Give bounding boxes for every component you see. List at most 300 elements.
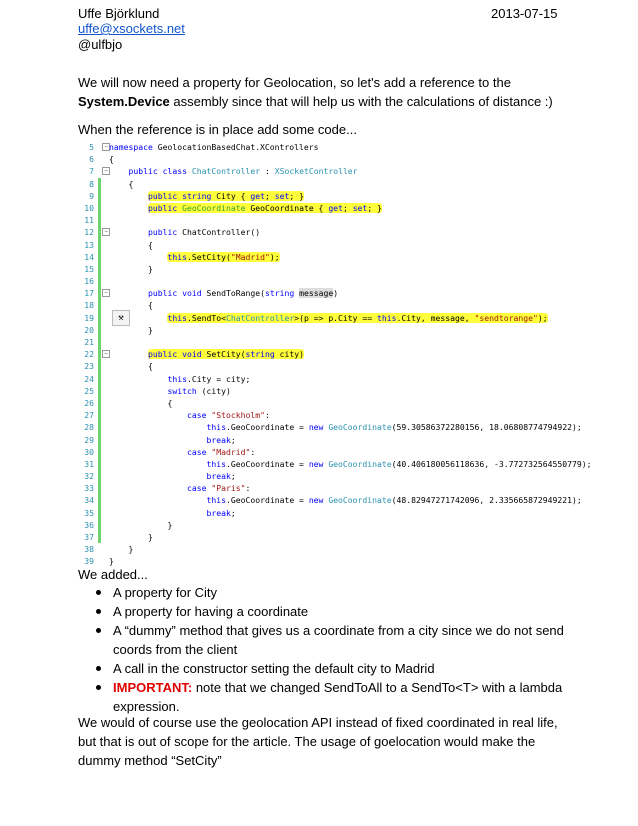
change-marker [98, 385, 101, 397]
code-body [109, 154, 114, 164]
change-marker [98, 141, 101, 153]
code-body [206, 435, 235, 445]
line-number: 37 [84, 532, 94, 542]
change-marker [98, 178, 101, 190]
code-line [78, 397, 638, 409]
code-token: new [308, 495, 324, 506]
code-token: this [167, 312, 187, 323]
added-list [78, 583, 568, 716]
change-marker [98, 409, 101, 421]
code-token: GeoCoordinate [328, 422, 392, 433]
code-text [109, 446, 255, 458]
code-line [78, 373, 638, 385]
line-number: 24 [84, 373, 94, 384]
code-line [78, 226, 638, 238]
code-line [78, 141, 638, 153]
line-number: 29 [84, 434, 94, 445]
code-text [109, 239, 153, 251]
important-text: note that we changed SendToAll to a SendTo<T> with a lambda expression. [113, 680, 563, 714]
code-token: this [206, 458, 226, 469]
code-text [109, 202, 382, 214]
change-marker [98, 336, 101, 348]
line-number: 38 [84, 544, 94, 555]
code-token: ; [264, 190, 275, 201]
indent [109, 325, 148, 335]
code-token: >(p => p.City == [294, 312, 378, 323]
code-text [109, 421, 582, 433]
indent [109, 508, 206, 518]
code-token: .City = city; [186, 373, 251, 384]
code-token: (city) [196, 385, 231, 396]
code-text [109, 470, 236, 482]
indent [109, 520, 167, 530]
assembly-name: System.Device [78, 94, 170, 109]
code-token: public [147, 227, 178, 238]
code-token: : [245, 483, 251, 494]
line-number: 31 [84, 458, 94, 469]
code-line [78, 336, 638, 348]
indent [109, 288, 148, 298]
code-token: ) [333, 288, 339, 299]
code-line [78, 421, 638, 433]
code-token: ; } [367, 202, 382, 213]
code-token: set [274, 190, 290, 201]
code-token: message [299, 288, 334, 299]
code-token: { [147, 300, 153, 311]
code-text [109, 348, 304, 360]
code-token: this [206, 495, 226, 506]
change-marker [98, 263, 101, 275]
indent [109, 191, 148, 201]
code-token: .GeoCoordinate = [225, 422, 309, 433]
line-number: 13 [84, 239, 94, 250]
change-marker [98, 226, 101, 238]
line-number: 18 [84, 300, 94, 311]
line-number: 33 [84, 483, 94, 494]
code-text [109, 360, 153, 372]
code-body [109, 142, 319, 152]
code-body [167, 252, 279, 262]
change-marker [98, 287, 101, 299]
code-token: string [264, 288, 295, 299]
code-token: (40.406180056118636, -3.772732564550779); [391, 458, 592, 469]
line-number: 8 [89, 178, 94, 189]
code-token: SetCity( [201, 349, 246, 360]
code-body [167, 398, 172, 408]
code-token: "Paris" [211, 483, 246, 494]
change-marker [98, 543, 101, 555]
code-line [78, 251, 638, 263]
code-text [109, 373, 250, 385]
code-line [78, 153, 638, 165]
document-date: 2013-07-15 [491, 6, 558, 21]
change-marker [98, 299, 101, 311]
code-text [109, 543, 133, 555]
indent [109, 166, 129, 176]
change-marker [98, 446, 101, 458]
code-token: this [377, 312, 397, 323]
author-name: Uffe Björklund [78, 6, 160, 21]
code-body [167, 313, 547, 323]
code-text [109, 312, 548, 324]
change-marker [98, 153, 101, 165]
code-token: } [147, 263, 153, 274]
line-number: 28 [84, 422, 94, 433]
lead-text: When the reference is in place add some code... [78, 122, 357, 137]
code-token: new [308, 458, 324, 469]
code-line [78, 434, 638, 446]
code-token: string [245, 349, 275, 360]
indent [109, 374, 167, 384]
indent [109, 313, 167, 323]
change-marker [98, 458, 101, 470]
code-text [109, 324, 153, 336]
line-number: 19 [84, 312, 94, 323]
line-number: 21 [84, 337, 94, 347]
change-marker [98, 324, 101, 336]
code-token: this [167, 373, 187, 384]
indent [109, 252, 167, 262]
code-body [148, 240, 153, 250]
code-token: ; [230, 507, 236, 518]
code-token: GeoCoordinate [328, 458, 392, 469]
code-text [109, 190, 304, 202]
line-number: 11 [84, 215, 94, 226]
code-token: ); [537, 312, 548, 323]
change-marker [98, 360, 101, 372]
code-line [78, 482, 638, 494]
code-token: .SendTo< [186, 312, 226, 323]
code-body [148, 532, 153, 542]
line-number: 22 [84, 349, 94, 360]
indent [109, 240, 148, 250]
code-token: this [167, 251, 187, 262]
code-text [109, 482, 250, 494]
code-body [148, 300, 153, 310]
indent [109, 447, 187, 457]
code-line [78, 190, 638, 202]
code-token: } [147, 532, 153, 542]
list-item: A property for having a coordinate [78, 602, 568, 621]
code-token: GeoCoordinate { [245, 202, 329, 213]
code-body [148, 325, 153, 335]
indent [109, 203, 148, 213]
code-line [78, 263, 638, 275]
code-token: : [260, 166, 275, 177]
code-text [109, 531, 153, 543]
code-token: this [206, 422, 226, 433]
change-marker [98, 507, 101, 519]
code-line [78, 287, 638, 299]
code-body [187, 483, 250, 493]
change-marker [98, 373, 101, 385]
code-token: .GeoCoordinate = [225, 495, 309, 506]
indent [109, 386, 167, 396]
code-token: namespace [109, 142, 153, 152]
code-body [148, 191, 304, 201]
line-number: 17 [84, 288, 94, 299]
hammer-icon[interactable]: ⚒ [112, 310, 130, 326]
closing-paragraph: We would of course use the geolocation API instead of fixed coordinated in real life, but that is out of scope for the article. The usage of goelocation would make the dummy method “SetCity” [78, 715, 558, 768]
change-marker [98, 531, 101, 543]
indent [109, 532, 148, 542]
collapse-icon[interactable]: − [102, 350, 110, 358]
code-line [78, 275, 638, 287]
code-token: public [147, 202, 178, 213]
indent [109, 435, 206, 445]
line-number: 34 [84, 495, 94, 506]
code-token: ; [230, 471, 236, 482]
code-line [78, 312, 638, 324]
code-text [109, 251, 280, 263]
added-heading: We added... [78, 567, 148, 582]
change-marker [98, 190, 101, 202]
code-token: case [186, 483, 207, 494]
line-number: 7 [89, 166, 94, 177]
collapse-icon[interactable]: − [102, 167, 110, 175]
code-text [109, 494, 582, 506]
author-email-link[interactable]: uffe@xsockets.net [78, 21, 185, 36]
code-text [109, 409, 270, 421]
code-token: GeoCoordinate [182, 202, 246, 213]
intro-text-end: assembly since that will help us with the calculations of distance :) [169, 94, 553, 109]
change-marker [98, 397, 101, 409]
code-token: ChatController [191, 166, 261, 177]
code-token: "Madrid" [211, 446, 251, 457]
indent [109, 483, 187, 493]
change-marker [98, 348, 101, 360]
code-text [109, 507, 236, 519]
code-body [167, 520, 172, 530]
code-token: ; [230, 434, 236, 445]
line-number: 5 [89, 142, 94, 152]
change-marker [98, 165, 101, 177]
line-number: 12 [84, 227, 94, 238]
line-number: 23 [84, 361, 94, 372]
intro-paragraph [78, 73, 558, 111]
code-body [206, 495, 581, 505]
code-token: : [250, 446, 256, 457]
line-number: 26 [84, 397, 94, 408]
line-number: 10 [84, 202, 94, 213]
code-token: .SetCity( [186, 251, 231, 262]
line-number: 39 [84, 556, 94, 567]
code-token: (59.30586372280156, 18.06808774794922); [391, 422, 582, 433]
code-token: public string [147, 190, 212, 201]
code-text [109, 434, 236, 446]
code-token: SendToRange( [201, 288, 265, 299]
code-screenshot [78, 141, 638, 567]
indent [109, 471, 206, 481]
indent [109, 544, 129, 554]
code-body [167, 374, 250, 384]
change-marker [98, 214, 101, 226]
code-text [109, 153, 114, 165]
code-line [78, 446, 638, 458]
code-line [78, 458, 638, 470]
code-text [109, 458, 591, 470]
code-text [109, 178, 133, 190]
change-marker [98, 494, 101, 506]
line-number: 27 [84, 410, 94, 421]
code-line [78, 385, 638, 397]
code-line [78, 543, 638, 555]
indent [109, 398, 167, 408]
line-number: 14 [84, 251, 94, 262]
code-line [78, 519, 638, 531]
important-label: IMPORTANT: [113, 680, 193, 695]
list-item: A call in the constructor setting the default city to Madrid [78, 659, 568, 678]
code-line [78, 470, 638, 482]
indent [109, 264, 148, 274]
code-body [206, 422, 581, 432]
code-body [206, 471, 235, 481]
collapse-icon[interactable]: − [102, 143, 110, 151]
indent [109, 422, 206, 432]
code-token: { [109, 154, 114, 165]
line-number: 36 [84, 519, 94, 530]
code-text [109, 397, 172, 409]
line-number: 35 [84, 507, 94, 518]
change-marker [98, 434, 101, 446]
code-body [148, 288, 338, 298]
change-marker [98, 312, 101, 324]
code-token: ; } [289, 190, 304, 201]
indent [109, 495, 206, 505]
code-line [78, 494, 638, 506]
list-item: A “dummy” method that gives us a coordinate from a city since we do not send coords from the client [78, 621, 568, 659]
line-number: 6 [89, 154, 94, 165]
line-number: 25 [84, 385, 94, 396]
code-token: switch [167, 385, 197, 396]
code-token: city) [274, 349, 304, 360]
code-token: ChatController [225, 312, 295, 323]
indent [109, 361, 148, 371]
code-token: GeoCoordinate [328, 495, 392, 506]
code-token: set [352, 202, 368, 213]
change-marker [98, 275, 101, 287]
code-token: break [206, 471, 231, 482]
code-line [78, 299, 638, 311]
code-line [78, 178, 638, 190]
line-number: 16 [84, 276, 94, 287]
code-body [148, 361, 153, 371]
code-body [129, 179, 134, 189]
code-body [129, 166, 358, 176]
change-marker [98, 482, 101, 494]
code-line [78, 531, 638, 543]
code-token: XSocketController [274, 166, 358, 177]
indent [109, 227, 148, 237]
code-token: get [250, 190, 265, 201]
code-text [109, 226, 260, 238]
code-text [109, 385, 231, 397]
code-body [148, 264, 153, 274]
code-token: } [109, 556, 114, 567]
indent [109, 349, 148, 359]
code-token: { [147, 239, 153, 250]
code-line [78, 507, 638, 519]
code-token: ; [342, 202, 353, 213]
code-token: GeolocationBasedChat.XControllers [152, 142, 319, 152]
code-token: get [328, 202, 343, 213]
code-line [78, 360, 638, 372]
line-number: 30 [84, 446, 94, 457]
code-token: "Stockholm" [211, 410, 265, 421]
code-body [206, 459, 591, 469]
code-line [78, 202, 638, 214]
code-token: } [128, 544, 134, 555]
code-token: } [167, 519, 173, 530]
code-token: ChatController() [177, 227, 261, 238]
change-marker [98, 251, 101, 263]
code-line [78, 214, 638, 226]
code-line [78, 165, 638, 177]
code-text [109, 141, 319, 153]
code-token: break [206, 507, 231, 518]
code-body [148, 203, 382, 213]
code-text [109, 165, 358, 177]
line-number: 15 [84, 263, 94, 274]
code-token: (48.82947271742096, 2.335665872949221); [391, 495, 582, 506]
code-token: case [186, 446, 207, 457]
line-number: 20 [84, 324, 94, 335]
change-marker [98, 239, 101, 251]
code-line [78, 348, 638, 360]
line-number: 9 [89, 190, 94, 201]
list-item: A property for City [78, 583, 568, 602]
code-line [78, 239, 638, 251]
code-token: break [206, 434, 231, 445]
code-token: { [167, 397, 173, 408]
code-body [187, 410, 270, 420]
change-marker [98, 470, 101, 482]
change-marker [98, 519, 101, 531]
change-marker [98, 202, 101, 214]
author-handle: @ulfbjo [78, 37, 123, 52]
code-token: ); [269, 251, 280, 262]
code-body [148, 349, 304, 359]
code-line [78, 324, 638, 336]
code-token: "sendtorange" [474, 312, 538, 323]
intro-text: We will now need a property for Geolocation, so let's add a reference to the [78, 75, 511, 90]
code-token: public class [128, 166, 187, 177]
code-text [109, 287, 338, 299]
code-body [206, 508, 235, 518]
code-token: : [264, 410, 270, 421]
code-token: { [128, 178, 134, 189]
list-item-important [78, 678, 568, 716]
code-token: case [186, 410, 207, 421]
code-body [167, 386, 230, 396]
code-token: .GeoCoordinate = [225, 458, 309, 469]
collapse-icon[interactable]: − [102, 228, 110, 236]
change-marker [98, 421, 101, 433]
collapse-icon[interactable]: − [102, 289, 110, 297]
line-number: 32 [84, 471, 94, 482]
code-token: public void [147, 288, 202, 299]
code-token: } [147, 324, 153, 335]
indent [109, 179, 129, 189]
code-body [187, 447, 255, 457]
code-token: .City, message, [396, 312, 475, 323]
code-body [129, 544, 134, 554]
code-token: new [308, 422, 324, 433]
indent [109, 459, 206, 469]
code-text [109, 519, 172, 531]
code-body [148, 227, 260, 237]
code-token: "Madrid" [230, 251, 270, 262]
